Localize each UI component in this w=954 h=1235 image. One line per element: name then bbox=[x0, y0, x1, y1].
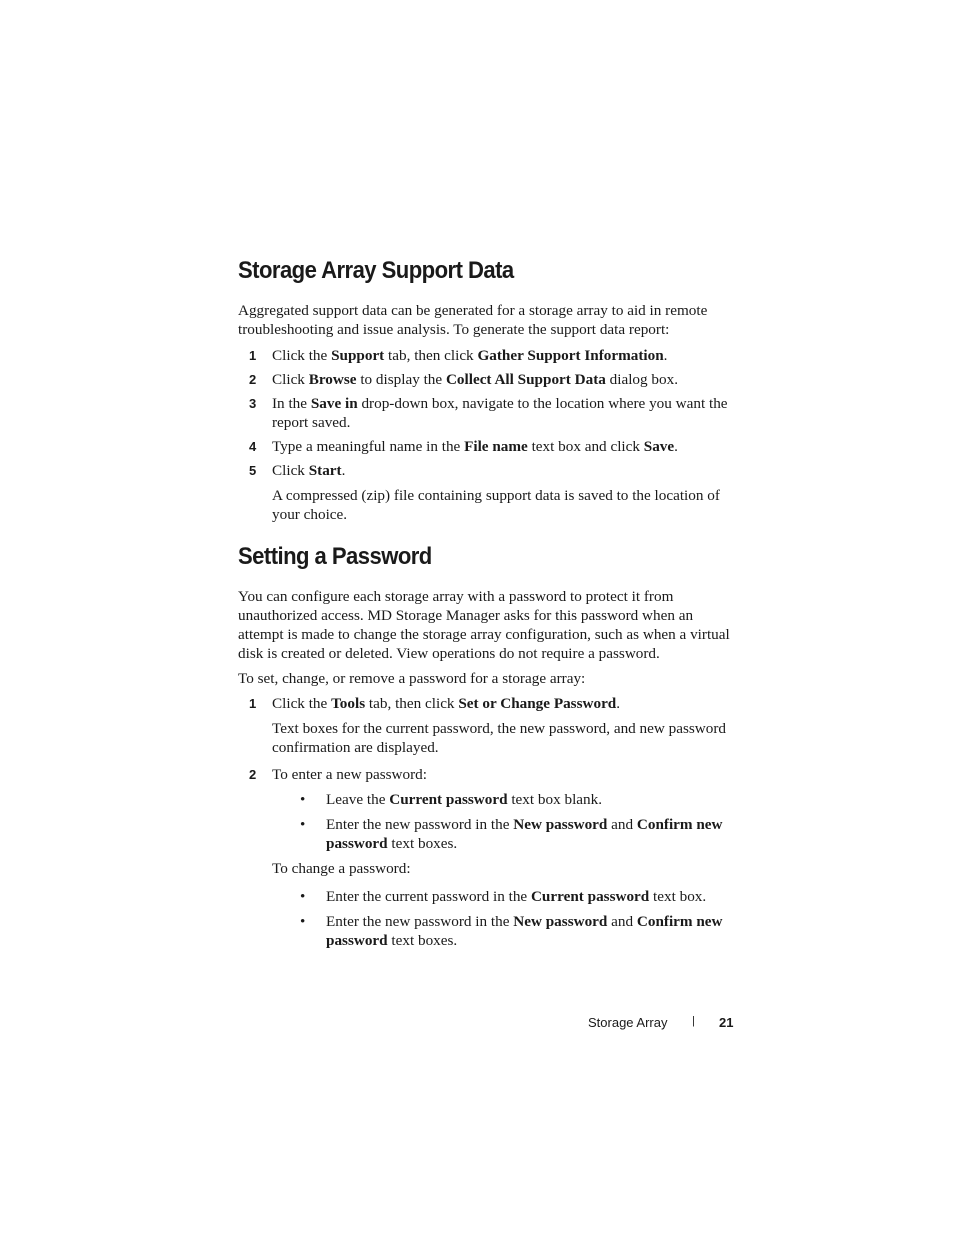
new-password-bullet-2: • Enter the new password in the New password and Confirm new password text boxes. bbox=[300, 816, 723, 852]
support-step-2: 2 Click Browse to display the Collect All Support Data dialog box. bbox=[249, 371, 678, 388]
password-step-2: 2 To enter a new password: bbox=[249, 766, 427, 783]
bullet-icon: • bbox=[300, 791, 306, 808]
support-step-3: 3 In the Save in drop-down box, navigate to the location where you want the report saved. bbox=[249, 395, 728, 431]
change-password-lead: To change a password: bbox=[272, 860, 411, 877]
new-password-bullet-1: • Leave the Current password text box blank. bbox=[300, 791, 603, 808]
bullet-icon: • bbox=[300, 913, 306, 930]
change-password-bullet-2: • Enter the new password in the New password and Confirm new password text boxes. bbox=[300, 913, 723, 949]
section-title-setting-password: Setting a Password bbox=[238, 543, 432, 570]
footer-separator: | bbox=[692, 1015, 695, 1027]
page-number: 21 bbox=[719, 1015, 734, 1030]
bullet-icon: • bbox=[300, 816, 306, 833]
section-title-support-data: Storage Array Support Data bbox=[238, 257, 514, 284]
password-lead: To set, change, or remove a password for a storage array: bbox=[238, 670, 586, 687]
bullet-icon: • bbox=[300, 888, 306, 905]
password-intro: You can configure each storage array with a password to protect it from unauthorized access. MD Storage Manager asks for this password when an attempt is made to change the storage array configuration, such as when a virtual disk is created or deleted. View operations do not require a password. bbox=[238, 588, 730, 662]
page-content bbox=[238, 254, 738, 956]
support-step-5-note: A compressed (zip) file containing support data is saved to the location of your choice. bbox=[272, 487, 720, 523]
footer-section-name: Storage Array bbox=[588, 1015, 668, 1030]
support-step-1: 1 Click the Support tab, then click Gather Support Information. bbox=[249, 347, 668, 364]
password-step-1: 1 Click the Tools tab, then click Set or Change Password. bbox=[249, 695, 621, 712]
password-step-1-note: Text boxes for the current password, the new password, and new password confirmation are displayed. bbox=[272, 720, 727, 756]
change-password-bullet-1: • Enter the current password in the Current password text box. bbox=[300, 888, 707, 905]
support-step-5: 5 Click Start. bbox=[249, 462, 346, 479]
support-step-4: 4 Type a meaningful name in the File name text box and click Save. bbox=[249, 438, 678, 455]
support-data-intro: Aggregated support data can be generated for a storage array to aid in remote troubleshooting and issue analysis. To generate the support data report: bbox=[238, 302, 708, 338]
